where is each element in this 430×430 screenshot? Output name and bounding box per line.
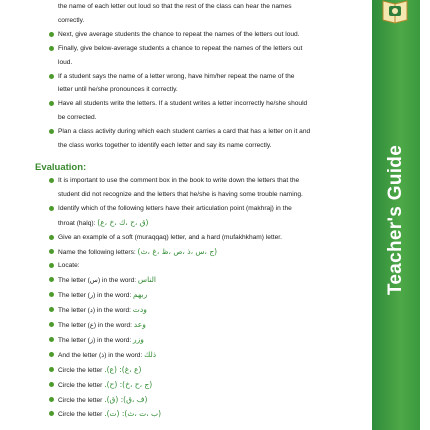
list-item bbox=[30, 28, 370, 42]
arabic-text: ربهم bbox=[133, 290, 148, 300]
list-item bbox=[30, 231, 370, 245]
list-item bbox=[30, 407, 370, 422]
bullet-icon bbox=[49, 292, 54, 297]
bullet-icon bbox=[49, 206, 54, 211]
bullet-icon bbox=[49, 277, 54, 282]
list-item-text: The letter (س) in the word: bbox=[58, 277, 137, 285]
list-item bbox=[30, 245, 370, 260]
list-item bbox=[30, 273, 370, 288]
list-item bbox=[30, 97, 370, 111]
list-item bbox=[30, 363, 370, 378]
list-item bbox=[30, 288, 370, 303]
list-item-text: It is important to use the comment box in the book to write down the letters that the bbox=[58, 176, 300, 184]
list-item bbox=[30, 70, 370, 84]
arabic-text: (ع ،غ): (ع). bbox=[104, 364, 142, 374]
sidebar-title: Teacher's Guide bbox=[385, 144, 406, 296]
list-item bbox=[30, 303, 370, 318]
list-continuation: correctly. bbox=[58, 16, 85, 24]
arabic-text: (ج ،ح ،خ): (ح). bbox=[104, 379, 153, 389]
list-item-text: Circle the letter bbox=[58, 396, 103, 404]
list-item-text: throat (halq): bbox=[58, 219, 96, 227]
list-continuation: letter until he/she pronounces it correctly. bbox=[58, 86, 178, 94]
bullet-icon bbox=[49, 46, 54, 51]
arabic-text: (ق ،ح ،ك ،خ ،ع) bbox=[97, 217, 149, 227]
bullet-icon bbox=[49, 397, 54, 402]
bullet-icon bbox=[49, 129, 54, 134]
evaluation-heading: Evaluation: bbox=[35, 161, 87, 173]
book-logo-icon bbox=[381, 0, 409, 24]
bullet-icon bbox=[49, 337, 54, 342]
list-item-text: Identify which of the following letters have their articulation point (makhraj) in the bbox=[58, 204, 292, 212]
list-item bbox=[30, 174, 370, 188]
list-item-text: Finally, give below-average students a chance to repeat the names of the letters out bbox=[58, 44, 303, 52]
list-continuation: student did not recognize and the letters that he/she is having some trouble naming. bbox=[58, 190, 303, 198]
list-continuation: the name of each letter out loud so that the rest of the class can hear the names bbox=[58, 3, 292, 10]
bullet-icon bbox=[49, 382, 54, 387]
bullet-icon bbox=[49, 263, 54, 268]
list-item-text: The letter (د) in the word: bbox=[58, 307, 131, 315]
arabic-text: (ب ،ت ،ث): (ت). bbox=[104, 409, 162, 419]
list-continuation: the class works together to identify each letter and say its name correctly. bbox=[58, 142, 272, 150]
list-item bbox=[30, 125, 370, 139]
list-item-text: The letter (ع) in the word: bbox=[58, 322, 132, 330]
list-item bbox=[30, 348, 370, 363]
list-item-text: Circle the letter bbox=[58, 381, 103, 389]
list-item bbox=[30, 393, 370, 408]
bullet-icon bbox=[49, 322, 54, 327]
list-item bbox=[30, 259, 370, 273]
list-item-text: Have all students write the letters. If a student writes a letter incorrectly he/she should bbox=[58, 100, 308, 108]
bullet-icon bbox=[49, 249, 54, 254]
list-item-text: Plan a class activity during which each student carries a card that has a letter on it and bbox=[58, 128, 311, 136]
bullet-icon bbox=[49, 367, 54, 372]
list-continuation bbox=[30, 216, 370, 231]
list-item bbox=[30, 318, 370, 333]
arabic-text: الناس bbox=[137, 275, 156, 285]
bullet-icon bbox=[49, 178, 54, 183]
bullet-icon bbox=[49, 235, 54, 240]
arabic-text: وزر bbox=[133, 334, 144, 344]
list-item-text: Circle the letter bbox=[58, 366, 103, 374]
list-item bbox=[30, 333, 370, 348]
arabic-text: وعد bbox=[133, 320, 146, 330]
bullet-icon bbox=[49, 32, 54, 37]
arabic-text: ذلك bbox=[144, 349, 157, 359]
list-item-text: Give an example of a soft (muraqqaq) letter, and a hard (mufakhkham) letter. bbox=[58, 233, 282, 241]
bullet-icon bbox=[49, 101, 54, 106]
bullet-icon bbox=[49, 74, 54, 79]
bullet-icon bbox=[49, 307, 54, 312]
list-item-text: If a student says the name of a letter wrong, have him/her repeat the name of the bbox=[58, 72, 295, 80]
bullet-icon bbox=[49, 352, 54, 357]
list-item bbox=[30, 202, 370, 216]
list-item-text: Next, give average students the chance to repeat the names of the letters out loud. bbox=[58, 30, 300, 38]
list-continuation: be corrected. bbox=[58, 114, 97, 122]
list-item bbox=[30, 42, 370, 56]
list-item-text: The letter (ز) in the word: bbox=[58, 336, 132, 344]
arabic-text: (ف ،ق): (ق). bbox=[104, 394, 148, 404]
list-continuation: loud. bbox=[58, 58, 73, 66]
arabic-text: (ج ،س ،ذ ،ص ،ظ ،غ ،ث) bbox=[137, 246, 218, 256]
list-item-text: And the letter (ذ) in the word: bbox=[58, 351, 143, 359]
list-item-text: Name the following letters: bbox=[58, 248, 136, 256]
content bbox=[30, 0, 370, 422]
list-item-text: Circle the letter bbox=[58, 411, 103, 419]
list-item-text: The letter (ر) in the word: bbox=[58, 292, 132, 300]
bullet-icon bbox=[49, 411, 54, 416]
list-item bbox=[30, 378, 370, 393]
list-item-text: Locate: bbox=[58, 262, 80, 270]
arabic-text: ودت bbox=[132, 305, 147, 315]
